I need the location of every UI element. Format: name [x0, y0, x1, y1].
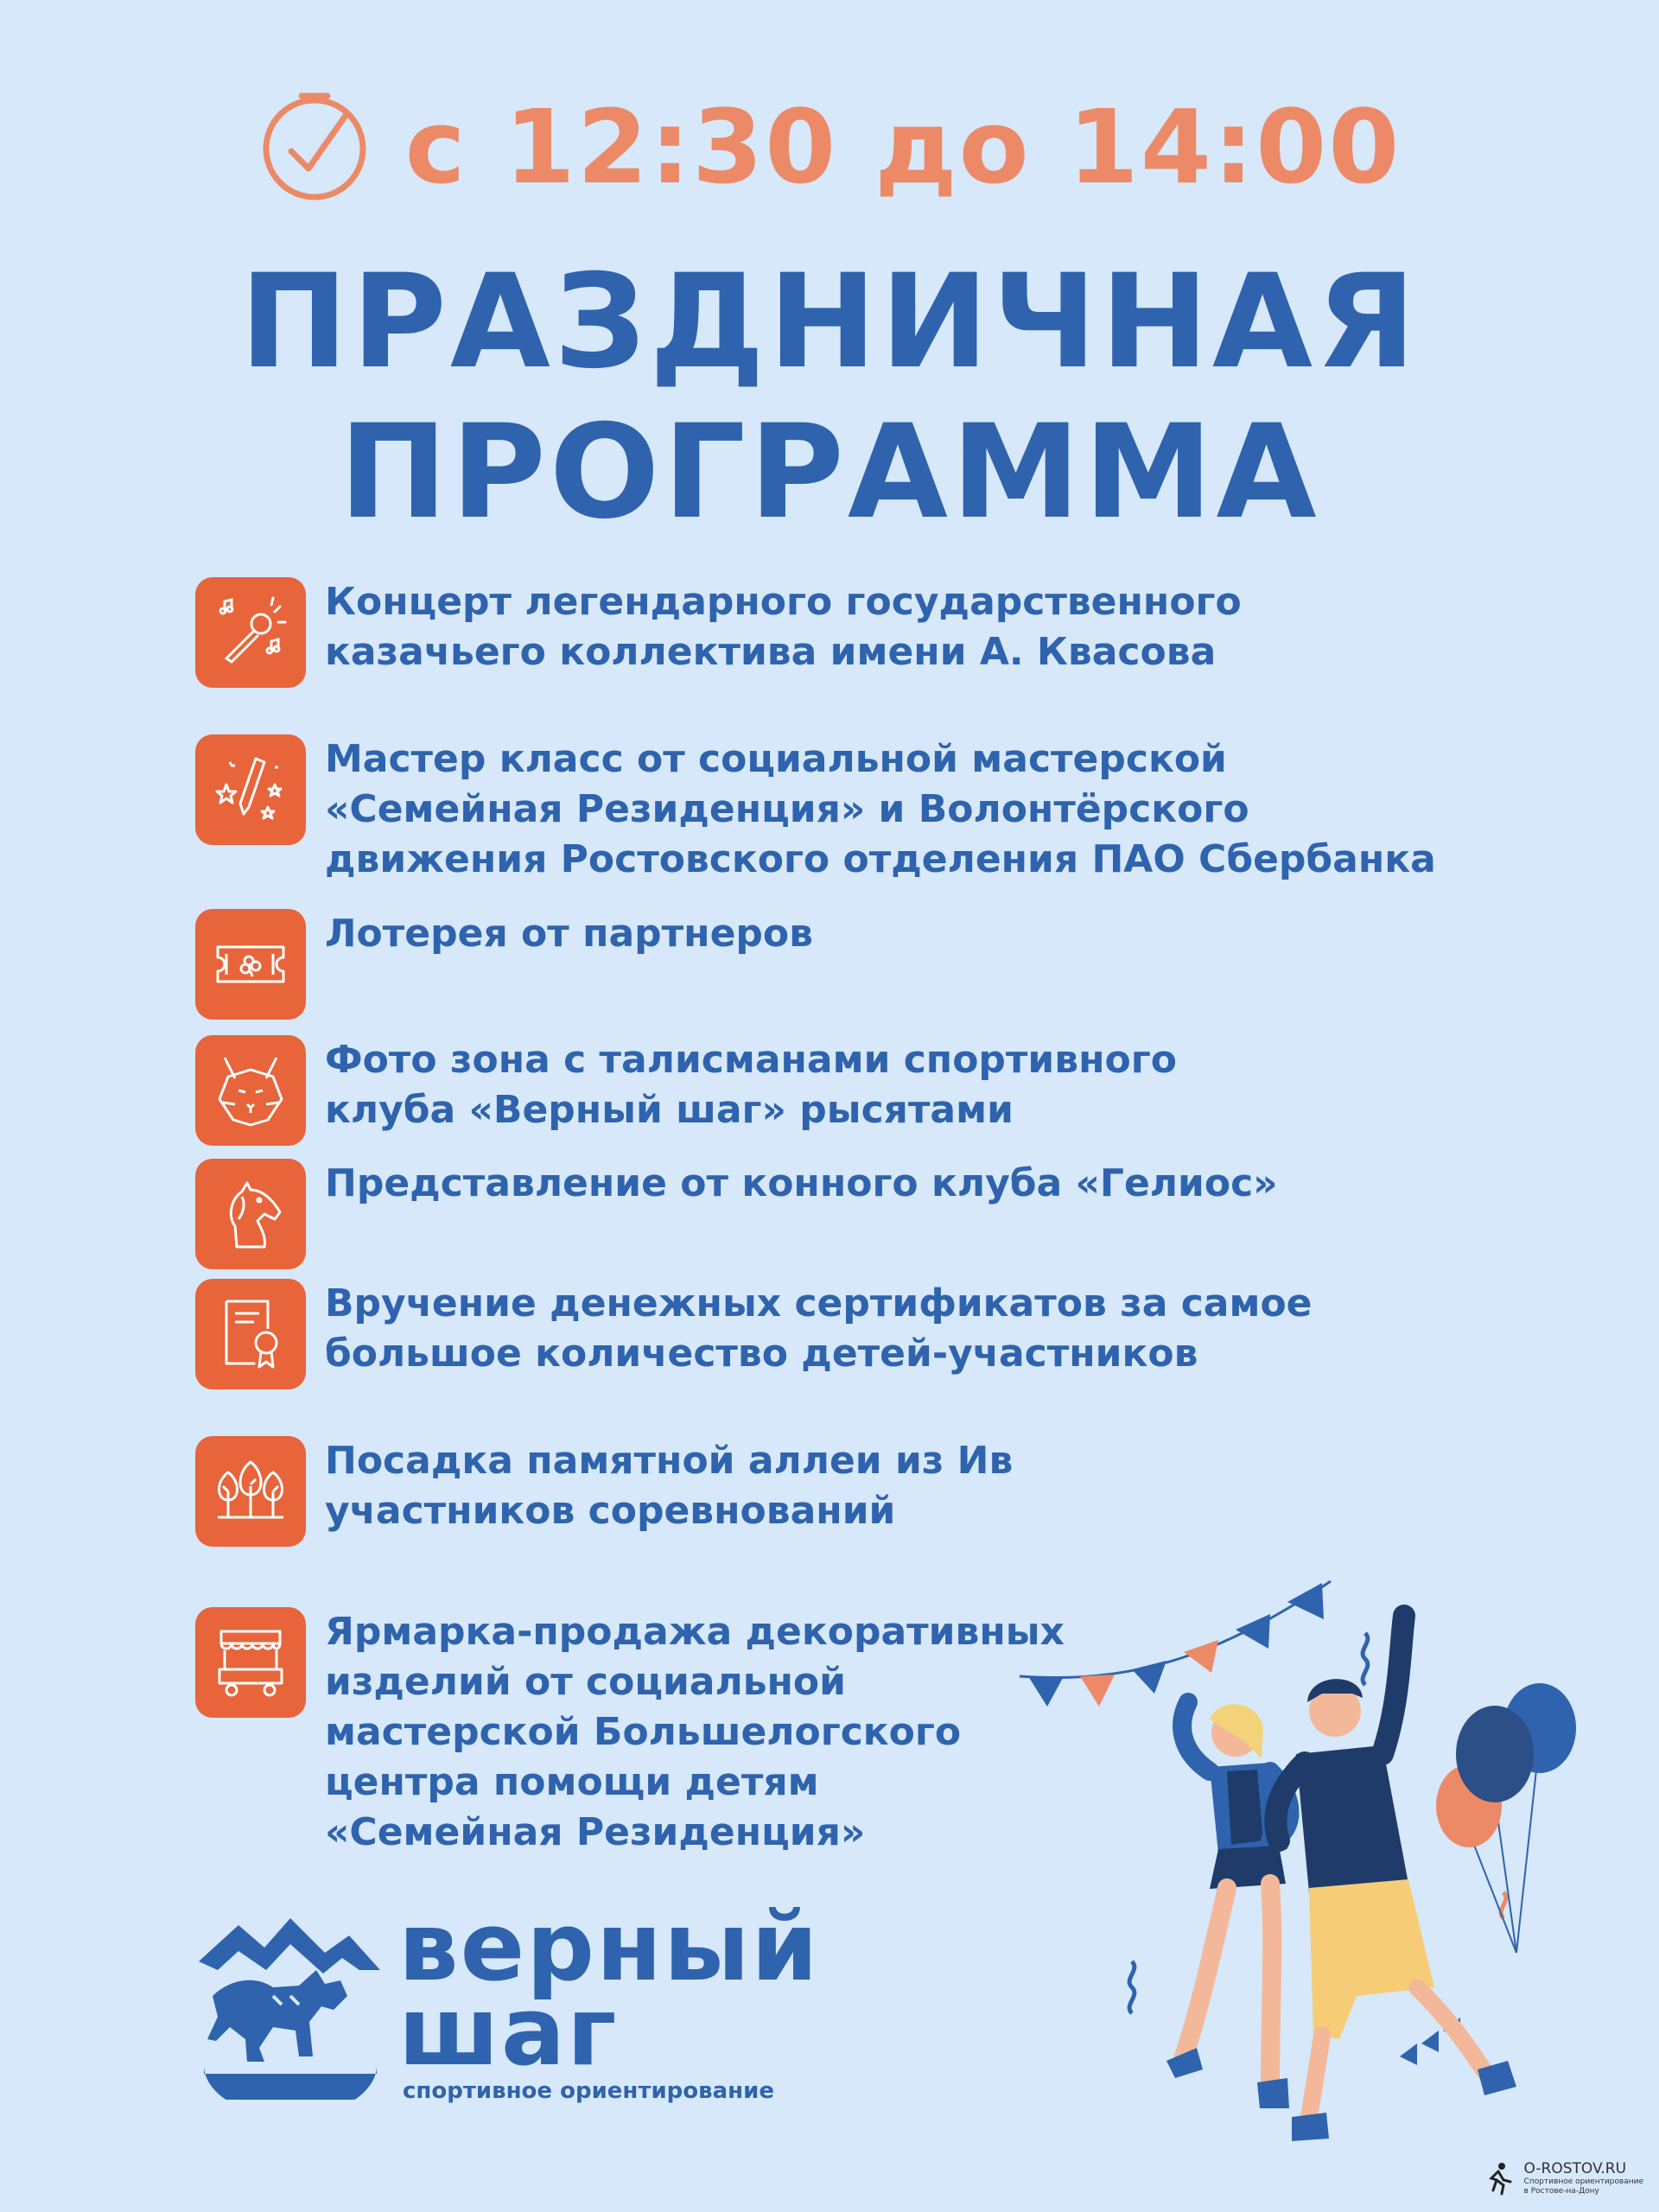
man-figure: [1275, 1616, 1516, 2141]
party-people-illustration: [1011, 1555, 1616, 2160]
page-title-line2: ПРОГРАММА: [339, 397, 1320, 548]
item-text-line: Фото зона с талисманами спортивного: [325, 1038, 1177, 1082]
item-text-line: казачьего коллектива имени А. Квасова: [325, 630, 1217, 674]
item-text-line: Посадка памятной аллеи из Ив: [325, 1439, 1014, 1483]
clock-icon: [258, 91, 371, 203]
item-text-line: «Семейная Резиденция»: [325, 1810, 866, 1854]
balloon: [1456, 1706, 1534, 1802]
bunting-flag: [1236, 1614, 1270, 1649]
program-item: [195, 1035, 1573, 1146]
bunting-string: [1020, 1581, 1331, 1678]
site-watermark: [1481, 2160, 1643, 2196]
market-stall-icon: [195, 1607, 306, 1718]
bunting-flag: [1421, 2031, 1439, 2052]
trees-icon: [195, 1436, 306, 1547]
bunting-flag: [1080, 1675, 1115, 1707]
certificate-icon: [195, 1279, 306, 1389]
runner-icon: [1481, 2161, 1516, 2196]
site-desc-line2: в Ростове-на-Дону: [1523, 2187, 1599, 2196]
event-time: с 12:30 до 14:00: [404, 87, 1402, 207]
program-item: [195, 909, 1573, 1020]
confetti: [1363, 1633, 1368, 1685]
page-title-line1: ПРАЗДНИЧНАЯ: [239, 247, 1420, 397]
time-header: [0, 82, 1659, 212]
site-name: O-ROSTOV.RU: [1523, 2160, 1627, 2177]
horse-icon: [195, 1159, 306, 1269]
item-text-line: Концерт легендарного государственного: [325, 580, 1242, 624]
lynx-mountain-emblem-icon: [195, 1910, 385, 2100]
item-text-line: изделий от социальной: [325, 1660, 846, 1704]
program-item: [195, 1436, 1573, 1547]
lynx-icon: [195, 1035, 306, 1146]
program-item: [195, 577, 1573, 688]
microphone-icon: [195, 577, 306, 688]
logo-word-2: шаг: [398, 1976, 619, 2087]
item-text-line: Представление от конного клуба «Гелиос»: [325, 1161, 1278, 1205]
woman-figure: [1166, 1702, 1290, 2108]
item-text-line: движения Ростовского отделения ПАО Сбербанка: [325, 837, 1436, 881]
item-text-line: большое количество детей-участников: [325, 1332, 1198, 1376]
item-text-line: мастерской Большелогского: [325, 1710, 962, 1754]
confetti: [1129, 1961, 1135, 2013]
bunting-flag: [1287, 1583, 1324, 1619]
program-item: [195, 734, 1573, 885]
site-desc-line1: Спортивное ориентирование: [1523, 2177, 1643, 2186]
item-text-line: Лотерея от партнеров: [325, 912, 813, 956]
item-text-line: клуба «Верный шаг» рысятами: [325, 1088, 1014, 1132]
program-item: [195, 1159, 1573, 1269]
item-text-line: «Семейная Резиденция» и Волонтёрского: [325, 787, 1249, 831]
item-text-line: Ярмарка-продажа декоративных: [325, 1610, 1065, 1654]
item-text-line: Вручение денежных сертификатов за самое: [325, 1281, 1313, 1325]
logo-subtitle: спортивное ориентирование: [403, 2078, 774, 2104]
pencil-stars-icon: [195, 734, 306, 845]
item-text-line: участников соревнований: [325, 1489, 896, 1533]
logo-word-1: верный: [398, 1891, 820, 2002]
club-logo: [195, 1891, 820, 2117]
lottery-ticket-icon: [195, 909, 306, 1020]
bunting-flag: [1132, 1661, 1166, 1694]
item-text-line: Мастер класс от социальной мастерской: [325, 737, 1227, 781]
program-item: [195, 1279, 1573, 1389]
item-text-line: центра помощи детям: [325, 1760, 819, 1804]
bunting-flag: [1400, 2044, 1417, 2065]
bunting-flag: [1028, 1676, 1063, 1707]
